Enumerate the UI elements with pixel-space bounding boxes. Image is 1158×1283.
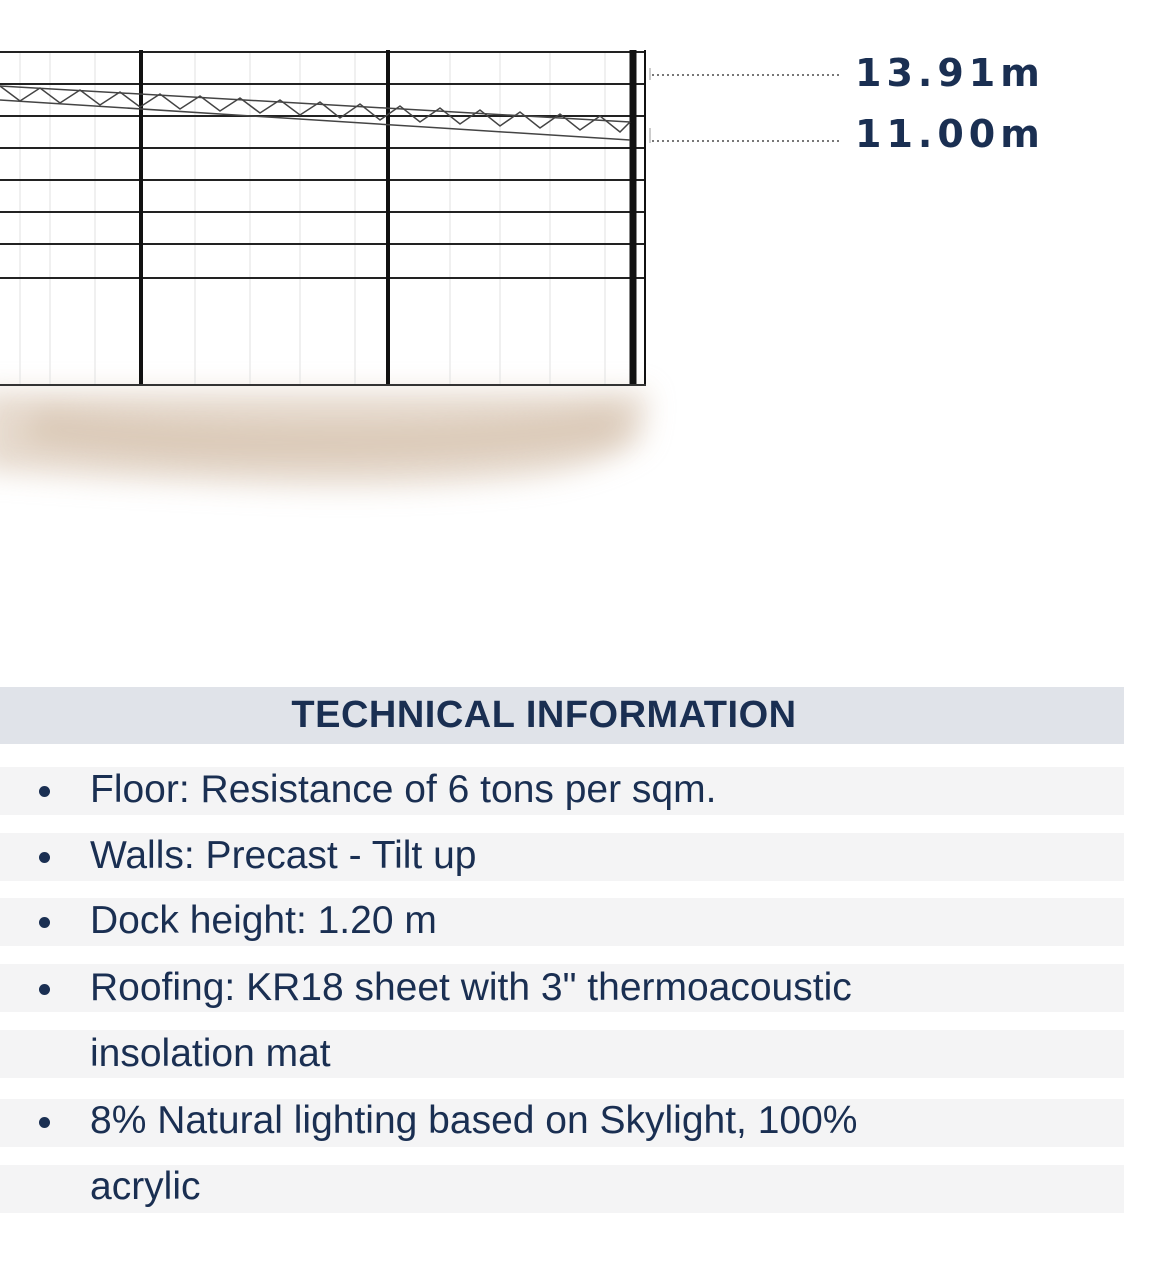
list-item-lighting-continued: acrylic: [90, 1165, 201, 1208]
bullet-icon: [39, 786, 50, 797]
list-item-roofing-continued: insolation mat: [90, 1032, 331, 1075]
list-item-roofing: Roofing: KR18 sheet with 3" thermoacoustic: [90, 966, 852, 1009]
bullet-icon: [39, 1117, 50, 1128]
list-item-walls: Walls: Precast - Tilt up: [90, 834, 477, 877]
bullet-icon: [39, 984, 50, 995]
technical-info-header: [0, 687, 1124, 744]
bullet-icon: [39, 852, 50, 863]
list-item-dock-height: Dock height: 1.20 m: [90, 899, 437, 942]
list-item-lighting: 8% Natural lighting based on Skylight, 100%: [90, 1099, 858, 1142]
bullet-icon: [39, 917, 50, 928]
height-label-peak: 13.91m: [855, 51, 1045, 95]
wall-framing: [0, 50, 646, 386]
dimension-leaders: [652, 75, 842, 141]
height-label-eave: 11.00m: [855, 112, 1045, 156]
ground-soil: [0, 392, 648, 486]
list-item-floor: Floor: Resistance of 6 tons per sqm.: [90, 768, 717, 811]
technical-info-title: TECHNICAL INFORMATION: [291, 694, 797, 736]
